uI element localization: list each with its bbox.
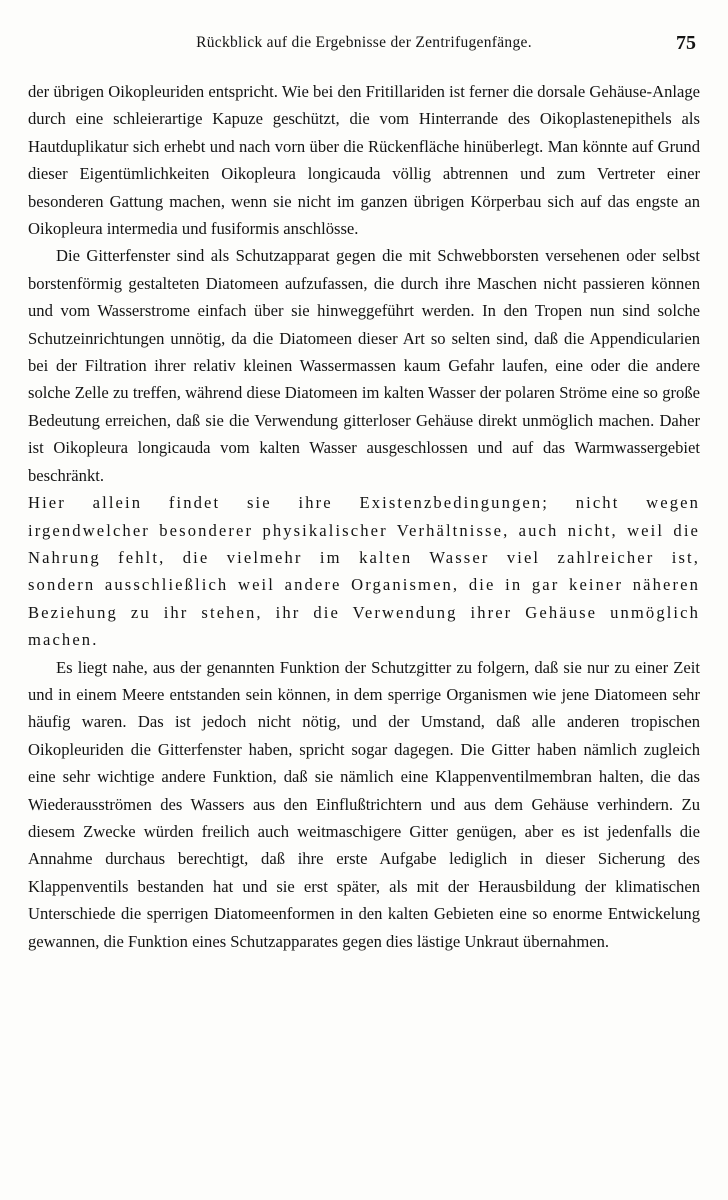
paragraph-1: der übrigen Oikopleuriden entspricht. Wie bei den Fritillariden ist ferner die dorsale Gehäuse-Anlage durch eine schleierartige Kapuze geschützt, die vom Hinterrande des Oikoplastenepithels als Hautduplikatur sich erhebt und nach vorn über die Rückenfläche hinüberlegt. Man könnte auf Grund dieser Eigentümlichkeiten Oikopleura longicauda völlig abtrennen und zum Vertreter einer besonderen Gattung machen, wenn sie nicht im ganzen übrigen Körperbau sich auf das engste an Oikopleura intermedia und fusiformis anschlösse. [28,82,700,239]
paragraph-4: Es liegt nahe, aus der genannten Funktion der Schutzgitter zu folgern, daß sie nur zu einer Zeit und in einem Meere entstanden sein können, in dem sperrige Organismen wie jene Diatomeen sehr häufig waren. Das ist jedoch nicht nötig, und der Umstand, daß alle anderen tropischen Oikopleuriden die Gitterfenster haben, spricht sogar dagegen. Die Gitter haben nämlich zugleich eine sehr wichtige andere Funktion, daß sie nämlich eine Klappenventilmembran halten, die das Wiederausströmen des Wassers aus den Einflußtrichtern und aus dem Gehäuse verhindern. Zu diesem Zwecke würden freilich auch weitmaschigere Gitter genügen, aber es ist jedenfalls die Annahme durchaus berechtigt, daß ihre erste Aufgabe lediglich in dieser Sicherung des Klappenventils bestanden hat und sie erst später, als mit der Herausbildung der klimatischen Unterschiede die sperrigen Diatomeenformen in den kalten Gebieten eine so enorme Entwickelung gewannen, die Funktion eines Schutzapparates gegen dies lästige Unkraut übernahmen. [28,657,700,951]
running-head: Rückblick auf die Ergebnisse der Zentrifugenfänge. [196,34,532,51]
paragraph-3: Hier allein findet sie ihre Existenzbedingungen; nicht wegen irgendwelcher besonderer physikalischer Verhältnisse, auch nicht, weil die Nahrung fehlt, die vielmehr im kalten Wasser viel zahlreicher ist, sondern ausschließlich weil andere Organismen, die in gar keiner näheren Beziehung zu ihr stehen, ihr die Verwendung ihrer Gehäuse unmöglich machen. [28,493,700,650]
body-text [28,78,700,955]
page-header [0,34,728,58]
page-number: 75 [676,32,696,54]
paragraph-2: Die Gitterfenster sind als Schutzapparat gegen die mit Schwebborsten versehenen oder selbst borstenförmig gestalteten Diatomeen aufzufassen, die durch ihre Maschen nicht passieren können und vom Wasserstrome einfach über sie hinweggeführt werden. In den Tropen nun sind solche Schutzeinrichtungen unnötig, da die Diatomeen dieser Art so selten sind, daß die Appendicularien bei der Filtration ihrer relativ kleinen Wassermassen kaum Gefahr laufen, eine oder die andere solche Zelle zu treffen, während diese Diatomeen im kalten Wasser der polaren Ströme eine so große Bedeutung erreichen, daß sie die Verwendung gitterloser Gehäuse direkt unmöglich machen. Daher ist Oikopleura longicauda vom kalten Wasser ausgeschlossen und auf das Warmwassergebiet beschränkt. [28,246,700,485]
